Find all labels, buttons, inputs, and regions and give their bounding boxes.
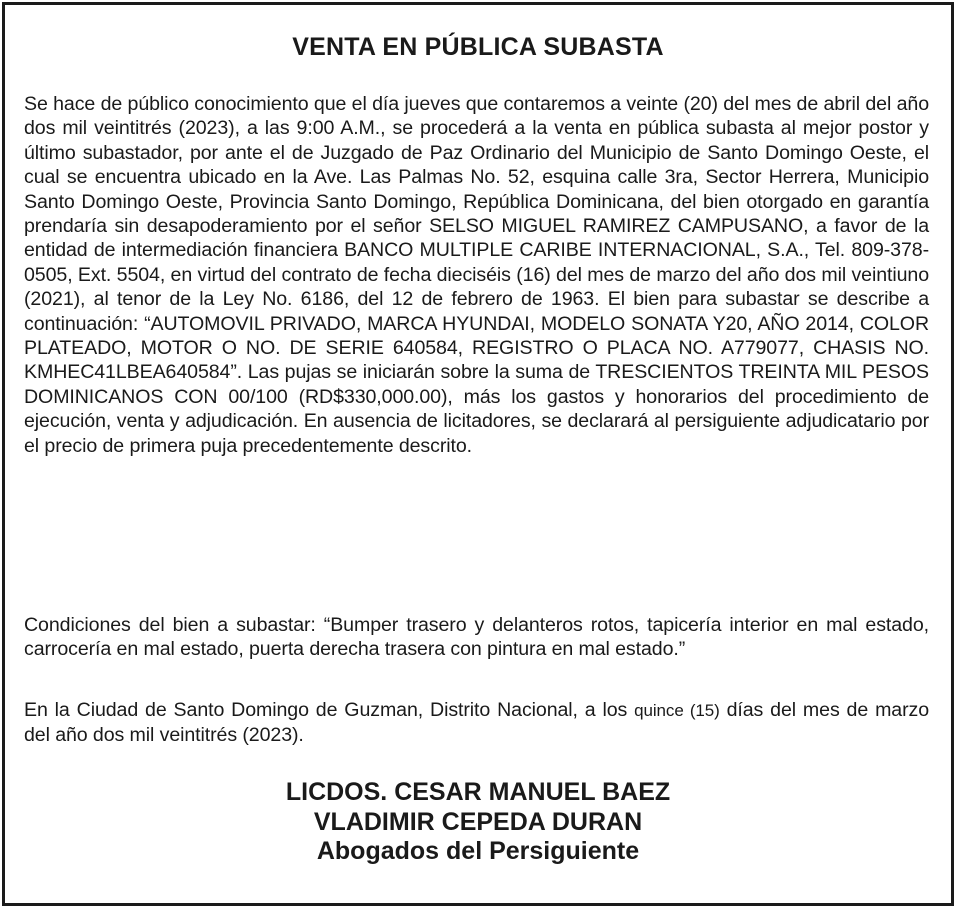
notice-title: VENTA EN PÚBLICA SUBASTA <box>292 33 664 61</box>
signature-lawyer-1: LICDOS. CESAR MANUEL BAEZ <box>285 778 671 806</box>
notice-paragraph-conditions: Condiciones del bien a subastar: “Bumper trasero y delanteros rotos, tapicería interior en mal estado, carrocería en mal estado, puerta derecha trasera con pintura en mal estado.” <box>24 614 929 661</box>
signature-block <box>5 778 951 867</box>
date-place-text-end: días del mes de marzo del año dos mil veintitrés (2023). <box>24 699 930 747</box>
date-day-inserted: quince (15) <box>634 701 720 720</box>
notice-paragraph-date-place <box>24 698 929 748</box>
date-place-text-start: En la Ciudad de Santo Domingo de Guzman, Distrito Nacional, a los <box>24 699 635 721</box>
notice-paragraph-auction-details: Se hace de público conocimiento que el día jueves que contaremos a veinte (20) del mes de abril del año dos mil veintitrés (2023), a las 9:00 A.M., se procederá a la venta en pública subasta al mejor postor y último subastador, por ante el de Juzgado de Paz Ordinario del Municipio de Santo Domingo Oeste, el cual se encuentra ubicado en la Ave. Las Palmas No. 52, esquina calle 3ra, Sector Herrera, Municipio Santo Domingo Oeste, Provincia Santo Domingo, República Dominicana, del bien otorgado en garantía prendaría sin desapoderamiento por el señor SELSO MIGUEL RAMIREZ CAMPUSANO, a favor de la entidad de intermediación financiera BANCO MULTIPLE CARIBE INTERNACIONAL, S.A., Tel. 809-378-0505, Ext. 5504, en virtud del contrato de fecha dieciséis (16) del mes de marzo del año dos mil veintiuno (2021), al tenor de la Ley No. 6186, del 12 de febrero de 1963. El bien para subastar se describe a continuación: “AUTOMOVIL PRIVADO, MARCA HYUNDAI, MODELO SONATA Y20, AÑO 2014, COLOR PLATEADO, MOTOR O NO. DE SERIE 640584, REGISTRO O PLACA NO. A779077, CHASIS NO. KMHEC41LBEA640584”. Las pujas se iniciarán sobre la suma de TRESCIENTOS TREINTA MIL PESOS DOMINICANOS CON 00/100 (RD$330,000.00), más los gastos y honorarios del procedimiento de ejecución, venta y adjudicación. En ausencia de licitadores, se declarará al persiguiente adjudicatario por el precio de primera puja precedentemente descrito. <box>24 93 929 457</box>
signature-lawyer-2: VLADIMIR CEPEDA DURAN <box>313 807 643 836</box>
notice-frame <box>2 2 954 906</box>
signature-role: Abogados del Persiguiente <box>316 837 640 865</box>
